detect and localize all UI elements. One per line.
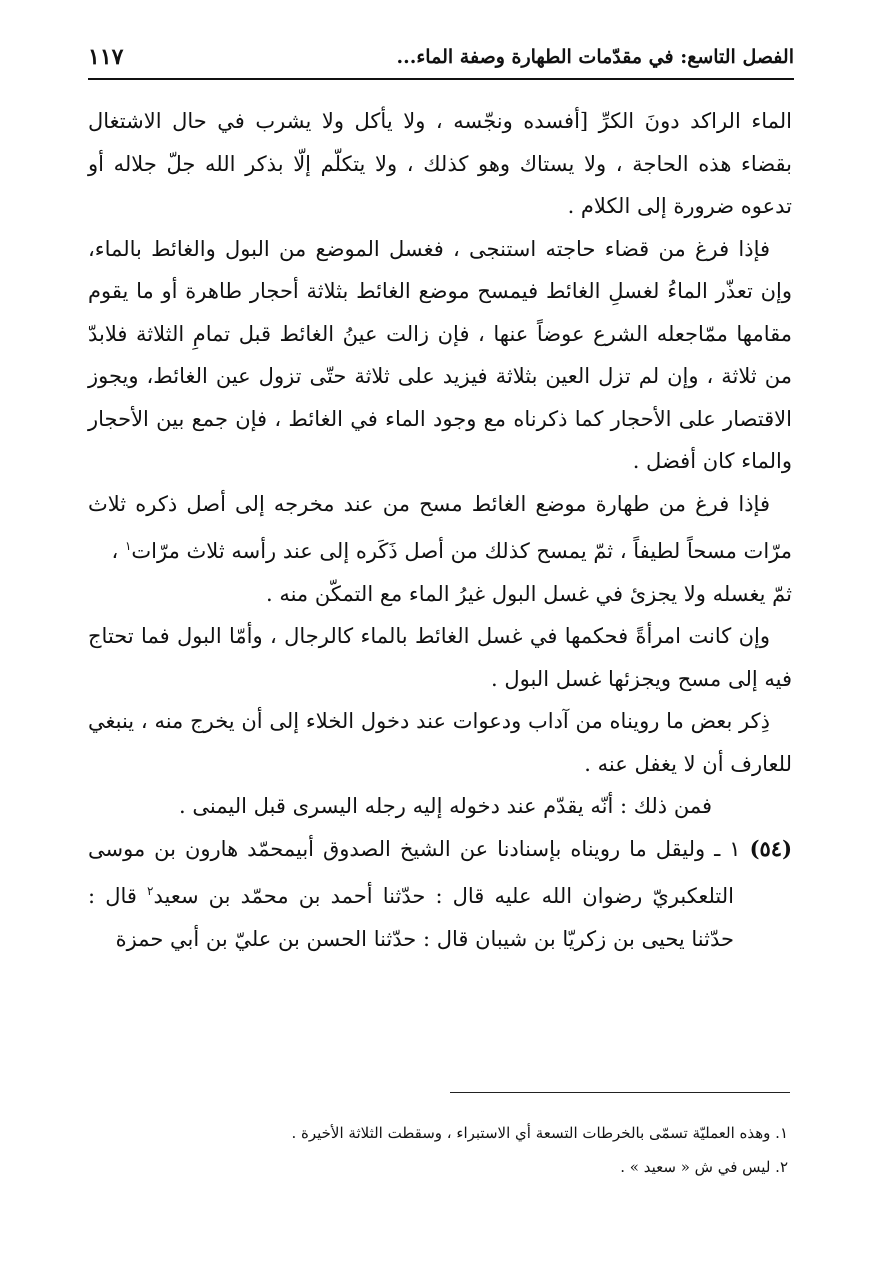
paragraph: فإذا فرغ من قضاء حاجته استنجى ، فغسل الموضع من البول والغائط بالماء، وإن تعذّر الماءُ لغسلِ الغائط فيمسح موضع الغائط بثلاثة أحجار طاهرة أو ما يقوم مقامها ممّاجعله الشرع عوضاً عنها ، فإن زالت عينُ الغائط قبل تمامِ الثلاثة فلابدّ من ثلاثة ، وإن لم تزل العين بثلاثة فيزيد على ثلاثة حتّى تزول عين الغائط، ويجوز الاقتصار على الأحجار كما ذكرناه مع وجود الماء في الغائط ، فإن جمع بين الأحجار والماء كان أفضل . bbox=[88, 236, 792, 473]
hadith-text: ١ ـ وليقل ما رويناه بإسنادنا عن الشيخ الصدوق أبيمحمّد هارون بن موسى التلعكبريّ رضوان الله عليه قال : حدّثنا أحمد بن محمّد بن سعيد bbox=[88, 836, 750, 908]
paragraph: الماء الراكد دونَ الكرِّ [أفسده ونجّسه ، ولا يأكل ولا يشرب في حال الاشتغال بقضاء هذه الحاجة ، ولا يستاك وهو كذلك ، ولا يتكلّم إلّا بذكر الله جلّ جلاله أو تدعوه ضرورة إلى الكلام . bbox=[88, 109, 792, 218]
footnote-ref: ١ bbox=[124, 539, 132, 553]
footnote-ref: ٢ bbox=[147, 884, 154, 898]
paragraph: فمن ذلك : أنّه يقدّم عند دخوله إليه رجله اليسرى قبل اليمنى . bbox=[179, 794, 712, 818]
footnote: ١. وهذه العمليّة تسمّى بالخرطات التسعة أي الاستبراء ، وسقطت الثلاثة الأخيرة . bbox=[291, 1124, 788, 1142]
main-text bbox=[88, 100, 792, 960]
footnotes bbox=[88, 1116, 788, 1184]
page-number: ١١٧ bbox=[88, 44, 124, 70]
hadith-paragraph bbox=[88, 828, 792, 961]
footnote: ٢. ليس في ش « سعيد » . bbox=[620, 1158, 788, 1176]
section-heading: ذِكر بعض ما رويناه من آداب ودعوات عند دخول الخلاء إلى أن يخرج منه ، ينبغي للعارف أن لا يغفل عنه . bbox=[88, 709, 792, 776]
paragraph-with-footnote bbox=[88, 483, 792, 573]
hadith-text: قال : حدّثنا يحيى بن زكريّا بن شيبان قال : حدّثنا الحسن بن عليّ بن أبي حمزة bbox=[88, 884, 734, 951]
paragraph-text: ، bbox=[111, 539, 125, 563]
paragraph-text: فإذا فرغ من طهارة موضع الغائط مسح من عند مخرجه إلى أصل ذكره ثلاث مرّات مسحاً لطيفاً ، ثمّ يمسح كذلك من أصل ذَكَره إلى عند رأسه ثلاث مرّات bbox=[88, 491, 792, 563]
paragraph: ثمّ يغسله ولا يجزئ في غسل البول غيرُ الماء مع التمكّن منه . bbox=[265, 581, 792, 606]
hadith-number: (٥٤) bbox=[749, 835, 792, 861]
paragraph: وإن كانت امرأةً فحكمها في غسل الغائط بالماء كالرجال ، وأمّا البول فما تحتاج فيه إلى مسح ويجزئها غسل البول . bbox=[88, 624, 792, 691]
running-title: الفصل التاسع: في مقدّمات الطهارة وصفة الماء... bbox=[396, 46, 794, 68]
footnote-divider bbox=[450, 1092, 790, 1093]
page-header bbox=[88, 36, 794, 80]
